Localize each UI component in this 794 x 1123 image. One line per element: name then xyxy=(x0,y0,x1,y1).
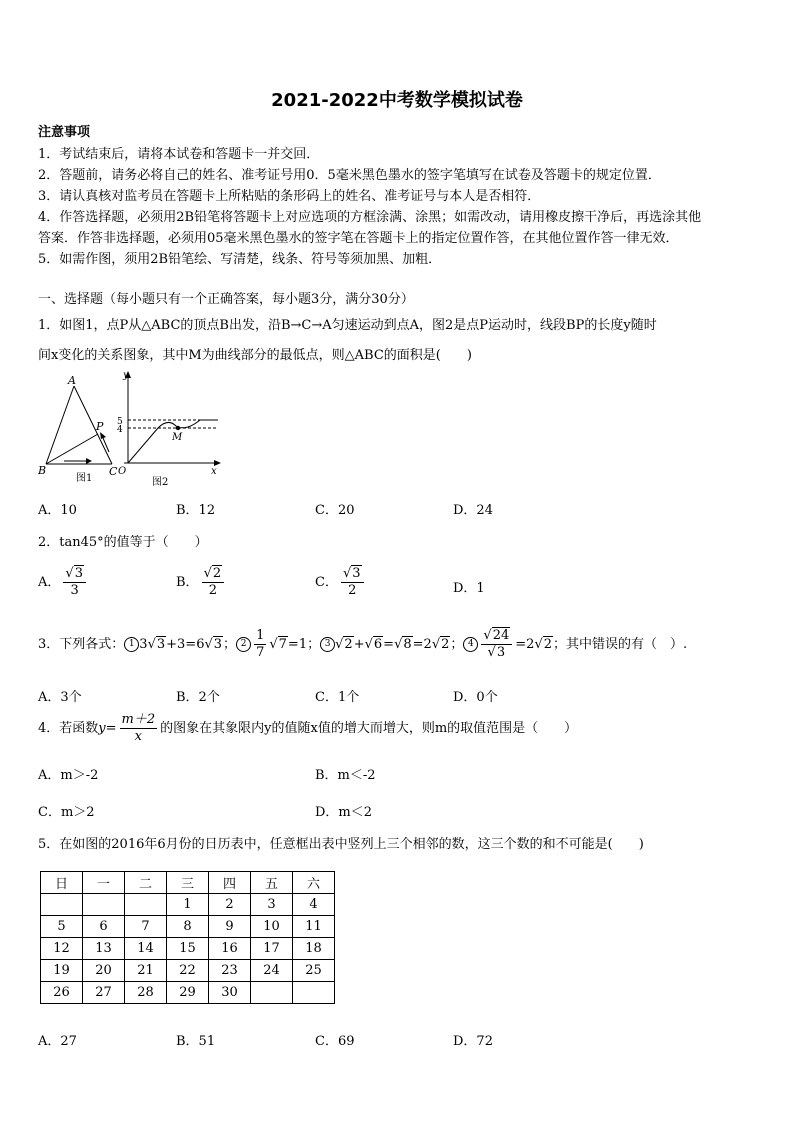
expr-3-radicand-1: 2 xyxy=(344,637,353,652)
q2-option-d[interactable]: D．1 xyxy=(453,581,485,596)
q1-stem-line2: 间x变化的关系图象，其中M为曲线部分的最低点，则△ABC的面积是( ) xyxy=(38,348,472,363)
axis-y-label: y xyxy=(123,370,129,381)
q5-stem: 5．在如图的2016年6月份的日历表中，任意框出表中竖列上三个相邻的数，这三个数的和不可能是( ) xyxy=(38,837,644,852)
page-title: 2021-2022中考数学模拟试卷 xyxy=(271,90,523,111)
expr-4-denominator: 3 xyxy=(496,645,506,660)
calendar-cell xyxy=(293,982,335,1004)
calendar-cell: 23 xyxy=(209,960,251,982)
option-label: B． xyxy=(176,575,199,590)
calendar-cell xyxy=(41,894,83,916)
separator: ； xyxy=(223,637,237,652)
expr-1-coef: 3 xyxy=(139,637,148,652)
calendar-row xyxy=(41,960,335,982)
calendar-cell: 1 xyxy=(167,894,209,916)
figure-2-caption: 图2 xyxy=(152,477,169,488)
notice-item: 2．答题前，请务必将自己的姓名、准考证号用0．5毫米黑色墨水的签字笔填写在试卷及答题卡的规定位置． xyxy=(38,168,661,183)
q4-prefix: 4．若函数 xyxy=(38,721,99,736)
calendar-header-cell: 一 xyxy=(83,872,125,894)
notice-item: 3．请认真核对监考员在答题卡上所粘贴的条形码上的姓名、准考证号与本人是否相符． xyxy=(38,189,541,204)
circled-number: 1 xyxy=(124,637,139,652)
calendar-header-cell: 六 xyxy=(293,872,335,894)
q4-suffix: 的图象在其象限内y的值随x值的增大而增大，则m的取值范围是（ ） xyxy=(160,721,578,736)
label-P: P xyxy=(96,420,104,433)
q3-option-c[interactable]: C．1个 xyxy=(315,690,360,705)
radicand: 2 xyxy=(212,566,222,581)
expr-3-radicand-3: 8 xyxy=(403,637,412,652)
calendar-cell: 16 xyxy=(209,938,251,960)
calendar-header-cell: 三 xyxy=(167,872,209,894)
expr-3-radicand-2: 6 xyxy=(373,637,383,652)
calendar-cell xyxy=(83,894,125,916)
q3-option-b[interactable]: B．2个 xyxy=(176,690,220,705)
q4-numerator: m＋2 xyxy=(121,712,156,727)
expr-3-eq: = xyxy=(383,637,395,652)
notice-item: 4．作答选择题，必须用2B铅笔将答题卡上对应选项的方框涂满、涂黑；如需改动，请用橡皮擦干净后，再选涂其他 xyxy=(38,210,702,225)
tick-5: 5 xyxy=(117,417,123,427)
q4-eq: = xyxy=(105,721,117,736)
calendar-cell: 7 xyxy=(125,916,167,938)
calendar-cell: 11 xyxy=(293,916,335,938)
denominator: 3 xyxy=(70,583,79,598)
q1-stem-line1: 1．如图1，点P从△ABC的顶点B出发，沿B→C→A匀速运动到点A，图2是点P运动时，线段BP的长度y随时 xyxy=(38,318,657,333)
calendar-header-row xyxy=(41,872,335,894)
q3-suffix: ；其中错误的有（ ）. xyxy=(553,637,688,652)
calendar-header-cell: 五 xyxy=(251,872,293,894)
notice-item: 5．如需作图，须用2B铅笔绘、写清楚，线条、符号等须加黑、加粗． xyxy=(38,252,442,267)
expr-3-radicand-4: 2 xyxy=(441,637,450,652)
label-C: C xyxy=(109,465,118,478)
calendar-cell: 14 xyxy=(125,938,167,960)
calendar-cell: 22 xyxy=(167,960,209,982)
calendar-cell: 29 xyxy=(167,982,209,1004)
calendar-cell: 28 xyxy=(125,982,167,1004)
separator: ； xyxy=(307,637,321,652)
calendar-cell: 26 xyxy=(41,982,83,1004)
calendar-row xyxy=(41,894,335,916)
q3-option-a[interactable]: A．3个 xyxy=(38,690,82,705)
circled-number: 2 xyxy=(236,637,251,652)
expr-4-radicand: 2 xyxy=(543,637,553,652)
calendar-row xyxy=(41,916,335,938)
expr-2-denominator: 7 xyxy=(256,645,265,660)
calendar-cell: 4 xyxy=(293,894,335,916)
calendar-cell: 30 xyxy=(209,982,251,1004)
calendar-header-cell: 二 xyxy=(125,872,167,894)
label-A: A xyxy=(68,374,76,387)
calendar-cell: 10 xyxy=(251,916,293,938)
radicand: 3 xyxy=(352,566,361,581)
notice-item: 1．考试结束后，请将本试卷和答题卡一并交回． xyxy=(38,147,320,162)
calendar-table xyxy=(40,871,335,1004)
section-heading: 一、选择题（每小题只有一个正确答案，每小题3分，满分30分） xyxy=(38,292,414,307)
origin-label: O xyxy=(118,466,127,477)
calendar-cell: 27 xyxy=(83,982,125,1004)
denominator: 2 xyxy=(348,583,357,598)
q1-option-a[interactable]: A．10 xyxy=(38,503,77,518)
calendar-cell: 9 xyxy=(209,916,251,938)
label-M: M xyxy=(172,432,183,443)
calendar-cell: 17 xyxy=(251,938,293,960)
calendar-cell: 8 xyxy=(167,916,209,938)
calendar-cell xyxy=(125,894,167,916)
expr-1-radicand: 3 xyxy=(156,637,166,652)
label-B: B xyxy=(38,464,47,477)
q3-stem: 3．下列各式： 1 3√3+3=6√3； 2 $\frac{1}{7}$ √7=1； 3 √2+√6=√8=2√2； 4 $\frac{√24}{√3}$ =2√2；其中错误的有（ ）. xyxy=(38,628,688,660)
calendar-cell: 25 xyxy=(293,960,335,982)
calendar-cell: 20 xyxy=(83,960,125,982)
q1-option-b[interactable]: B．12 xyxy=(176,503,216,518)
q5-option-a[interactable]: A．27 xyxy=(38,1034,77,1049)
q4-stem xyxy=(38,712,577,745)
separator: ； xyxy=(450,637,464,652)
option-label: C． xyxy=(315,575,338,590)
calendar-cell: 6 xyxy=(83,916,125,938)
figure-1-caption: 图1 xyxy=(76,473,93,484)
calendar-header-cell: 四 xyxy=(209,872,251,894)
q5-option-b[interactable]: B．51 xyxy=(176,1034,216,1049)
q1-figure-2 xyxy=(114,368,226,492)
calendar-cell: 2 xyxy=(209,894,251,916)
calendar-cell: 21 xyxy=(125,960,167,982)
expr-1-radicand-2: 3 xyxy=(213,637,223,652)
q5-option-c[interactable]: C．69 xyxy=(315,1034,355,1049)
q5-option-d[interactable]: D．72 xyxy=(453,1034,493,1049)
q3-prefix: 3．下列各式： xyxy=(38,637,125,652)
q3-option-d[interactable]: D．0个 xyxy=(453,690,498,705)
expr-2-tail: =1 xyxy=(287,637,308,652)
calendar-cell: 24 xyxy=(251,960,293,982)
expr-3-eq2: =2 xyxy=(412,637,432,652)
q2-option-c[interactable]: C． $\frac{√3}{2}$ xyxy=(315,566,367,599)
calendar-cell: 18 xyxy=(293,938,335,960)
calendar-cell: 3 xyxy=(251,894,293,916)
expr-4-eq: =2 xyxy=(515,637,535,652)
q4-option-d[interactable]: D．m＜2 xyxy=(315,805,373,820)
tick-4: 4 xyxy=(117,425,123,435)
q4-option-b[interactable]: B．m＜-2 xyxy=(315,768,376,783)
expr-3-plus: + xyxy=(353,637,365,652)
calendar-header-cell: 日 xyxy=(41,872,83,894)
expr-2-numerator: 1 xyxy=(256,628,265,643)
calendar-cell: 5 xyxy=(41,916,83,938)
expr-2-radicand: 7 xyxy=(278,637,287,652)
calendar-cell: 15 xyxy=(167,938,209,960)
q4-option-a[interactable]: A．m＞-2 xyxy=(38,768,99,783)
calendar-cell: 12 xyxy=(41,938,83,960)
calendar-row xyxy=(41,938,335,960)
q2-stem: 2．tan45°的值等于（ ） xyxy=(38,535,208,550)
circled-number: 4 xyxy=(463,637,478,652)
calendar-cell xyxy=(251,982,293,1004)
q2-option-b[interactable]: B． $\frac{√2}{2}$ xyxy=(176,566,227,599)
expr-4-numerator: 24 xyxy=(492,628,510,643)
q2-option-a[interactable]: A． $\frac{√3}{3}$ xyxy=(38,566,89,599)
expr-1-rest: +3=6 xyxy=(166,637,205,652)
notice-item: 答案．作答非选择题，必须用05毫米黑色墨水的签字笔在答题卡上的指定位置作答，在其他位置作答一律无效． xyxy=(38,231,679,246)
axis-x-label: x xyxy=(211,466,217,477)
q4-denominator: x xyxy=(134,729,143,744)
radicand: 3 xyxy=(74,566,83,581)
q1-option-d[interactable]: D．24 xyxy=(453,503,493,518)
q1-option-c[interactable]: C．20 xyxy=(315,503,355,518)
denominator: 2 xyxy=(208,583,217,598)
option-label: A． xyxy=(38,575,61,590)
calendar-row xyxy=(41,982,335,1004)
notice-heading: 注意事项 xyxy=(38,125,91,140)
q4-option-c[interactable]: C．m＞2 xyxy=(38,805,95,820)
q4-y-var: y xyxy=(98,721,106,736)
calendar-cell: 19 xyxy=(41,960,83,982)
circled-number: 3 xyxy=(320,637,335,652)
calendar-cell: 13 xyxy=(83,938,125,960)
